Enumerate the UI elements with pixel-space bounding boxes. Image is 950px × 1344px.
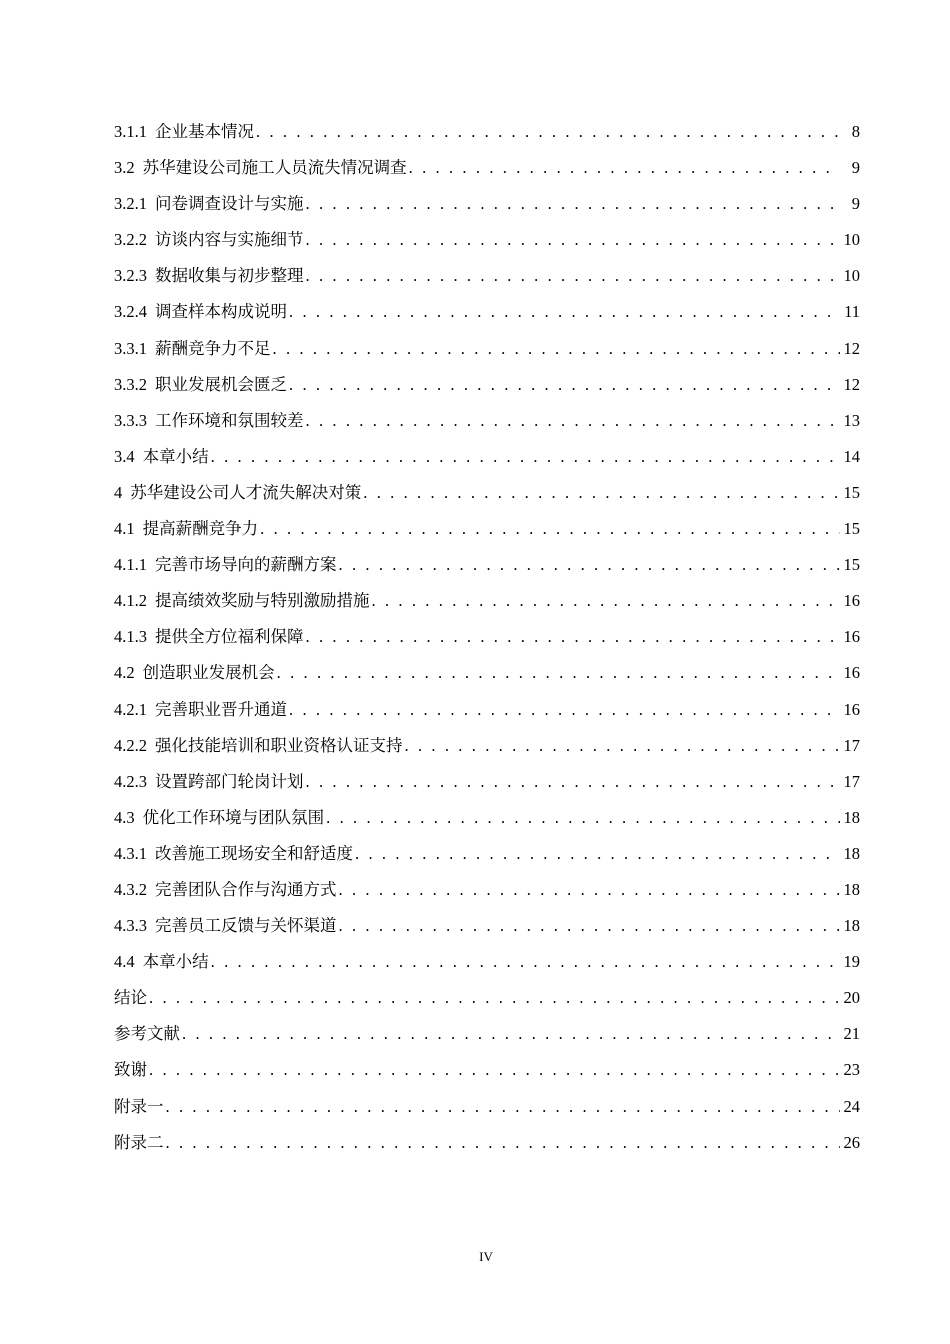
toc-entry-title: 改善施工现场安全和舒适度 [155,843,353,863]
toc-entry-number: 3.3.1 [114,338,147,358]
dot-leader [337,880,841,900]
toc-entry[interactable] [114,515,860,551]
table-of-contents [114,118,860,1165]
dot-leader [304,772,841,792]
toc-entry-page: 16 [843,627,860,647]
toc-entry[interactable] [114,1020,860,1056]
toc-entry-page: 12 [843,374,860,394]
toc-entry-title: 苏华建设公司人才流失解决对策 [130,482,362,502]
toc-entry-number: 3.2.3 [114,266,147,286]
toc-entry-number: 4 [114,482,123,502]
toc-entry-number: 4.1 [114,519,135,539]
toc-entry-page: 21 [843,1024,860,1044]
toc-entry-title: 问卷调查设计与实施 [155,194,304,214]
dot-leader [254,122,840,142]
dot-leader [180,1024,840,1044]
toc-entry[interactable] [114,371,860,407]
dot-leader [324,808,840,828]
toc-entry-page: 17 [843,735,860,755]
toc-entry-page: 18 [843,879,860,899]
dot-leader [271,339,841,359]
toc-entry[interactable] [114,335,860,371]
dot-leader [147,988,840,1008]
toc-entry-title: 强化技能培训和职业资格认证支持 [155,735,403,755]
toc-entry-page: 13 [843,410,860,430]
dot-leader [258,519,840,539]
toc-entry-title: 调查样本构成说明 [155,302,287,322]
toc-entry[interactable] [114,1056,860,1092]
toc-entry-title: 访谈内容与实施细节 [155,230,304,250]
toc-entry-number: 4.3.1 [114,843,147,863]
dot-leader [304,627,841,647]
toc-entry-page: 19 [843,952,860,972]
toc-entry-number: 3.1.1 [114,122,147,141]
toc-entry[interactable] [114,226,860,262]
toc-entry-title: 致谢 [114,1060,147,1080]
toc-entry-page: 15 [843,482,860,502]
toc-entry-page: 23 [843,1060,860,1080]
toc-entry-title: 优化工作环境与团队氛围 [142,807,325,827]
toc-entry-number: 4.3.3 [114,916,147,936]
toc-entry-title: 苏华建设公司施工人员流失情况调查 [142,158,407,178]
dot-leader [337,555,841,575]
toc-entry-page: 18 [843,807,860,827]
toc-entry-title: 完善团队合作与沟通方式 [155,879,337,899]
toc-entry-title: 参考文献 [114,1024,180,1044]
toc-entry-title: 工作环境和氛围较差 [155,410,304,430]
toc-entry-page: 9 [851,158,860,178]
toc-entry-number: 4.2 [114,663,135,683]
toc-entry[interactable] [114,804,860,840]
toc-entry-title: 完善职业晋升通道 [155,699,287,719]
toc-entry-number: 4.1.2 [114,591,147,611]
dot-leader [403,736,841,756]
toc-entry-page: 18 [843,916,860,936]
dot-leader [304,411,841,431]
dot-leader [147,1060,840,1080]
toc-entry-title: 本章小结 [142,446,209,466]
dot-leader [209,447,840,467]
toc-entry-number: 4.2.3 [114,771,147,791]
toc-entry[interactable] [114,1129,860,1165]
toc-entry-page: 16 [843,591,860,611]
toc-entry-title: 本章小结 [142,952,209,972]
toc-entry-title: 数据收集与初步整理 [155,266,304,286]
toc-entry[interactable] [114,984,860,1020]
toc-entry-title: 创造职业发展机会 [142,663,275,683]
toc-entry-page: 20 [843,988,860,1008]
toc-entry-page: 10 [843,230,860,250]
toc-entry[interactable] [114,551,860,587]
toc-entry-page: 15 [843,555,860,575]
toc-entry[interactable] [114,479,860,515]
toc-entry[interactable] [114,840,860,876]
toc-entry-title: 提供全方位福利保障 [155,627,304,647]
toc-entry[interactable] [114,190,860,226]
toc-entry-number: 4.4 [114,952,135,972]
dot-leader [353,844,840,864]
toc-entry-number: 4.2.2 [114,735,147,755]
toc-entry[interactable] [114,623,860,659]
toc-entry-title: 提高绩效奖励与特别激励措施 [155,591,370,611]
toc-entry[interactable] [114,407,860,443]
toc-entry-page: 8 [851,122,860,141]
toc-entry-page: 9 [851,194,860,214]
dot-leader [164,1097,841,1117]
toc-entry[interactable] [114,118,860,154]
toc-entry-page: 15 [843,519,860,539]
toc-entry[interactable] [114,696,860,732]
dot-leader [164,1133,841,1153]
dot-leader [361,483,840,503]
toc-entry-number: 4.1.3 [114,627,147,647]
dot-leader [275,663,840,683]
toc-entry[interactable] [114,154,860,190]
toc-entry[interactable] [114,587,860,623]
toc-entry-page: 18 [843,843,860,863]
toc-entry-number: 4.1.1 [114,555,147,575]
dot-leader [304,194,841,214]
toc-entry[interactable] [114,768,860,804]
toc-entry[interactable] [114,1093,860,1129]
toc-entry-title: 职业发展机会匮乏 [155,374,287,394]
toc-entry-page: 26 [843,1132,860,1152]
toc-entry-title: 薪酬竞争力不足 [155,338,271,358]
toc-entry-number: 3.2.1 [114,194,147,214]
toc-entry-page: 10 [843,266,860,286]
dot-leader [287,700,840,720]
toc-entry-title: 附录一 [114,1096,164,1116]
toc-entry-number: 3.2.4 [114,302,147,322]
page-number-footer: IV [479,1249,493,1264]
dot-leader [337,916,841,936]
toc-entry[interactable] [114,912,860,948]
toc-entry-number: 3.3.3 [114,410,147,430]
toc-entry-number: 4.3 [114,807,135,827]
toc-entry[interactable] [114,262,860,298]
toc-entry-page: 14 [843,446,860,466]
toc-entry[interactable] [114,298,860,334]
dot-leader [407,158,840,178]
toc-entry-number: 4.3.2 [114,879,147,899]
toc-entry-page: 17 [843,771,860,791]
toc-entry-title: 设置跨部门轮岗计划 [155,771,304,791]
toc-entry-page: 12 [843,338,860,358]
toc-entry-title: 提高薪酬竞争力 [142,519,259,539]
toc-entry-title: 结论 [114,988,147,1008]
toc-entry-page: 16 [843,699,860,719]
toc-entry-title: 完善市场导向的薪酬方案 [155,555,337,575]
dot-leader [287,302,840,322]
dot-leader [287,375,840,395]
toc-entry-page: 16 [843,663,860,683]
dot-leader [304,266,841,286]
toc-entry-page: 11 [844,302,860,322]
dot-leader [370,591,841,611]
dot-leader [304,230,841,250]
toc-entry-title: 完善员工反馈与关怀渠道 [155,916,337,936]
toc-entry-number: 3.2.2 [114,230,147,250]
toc-entry[interactable] [114,443,860,479]
toc-entry-number: 4.2.1 [114,699,147,719]
toc-entry-title: 企业基本情况 [155,122,254,141]
toc-entry[interactable] [114,732,860,768]
dot-leader [209,952,840,972]
toc-entry-number: 3.2 [114,158,135,178]
toc-entry-page: 24 [843,1096,860,1116]
toc-entry[interactable] [114,948,860,984]
toc-entry-title: 附录二 [114,1132,164,1152]
toc-entry-number: 3.3.2 [114,374,147,394]
toc-entry[interactable] [114,659,860,695]
toc-entry-number: 3.4 [114,446,135,466]
toc-entry[interactable] [114,876,860,912]
